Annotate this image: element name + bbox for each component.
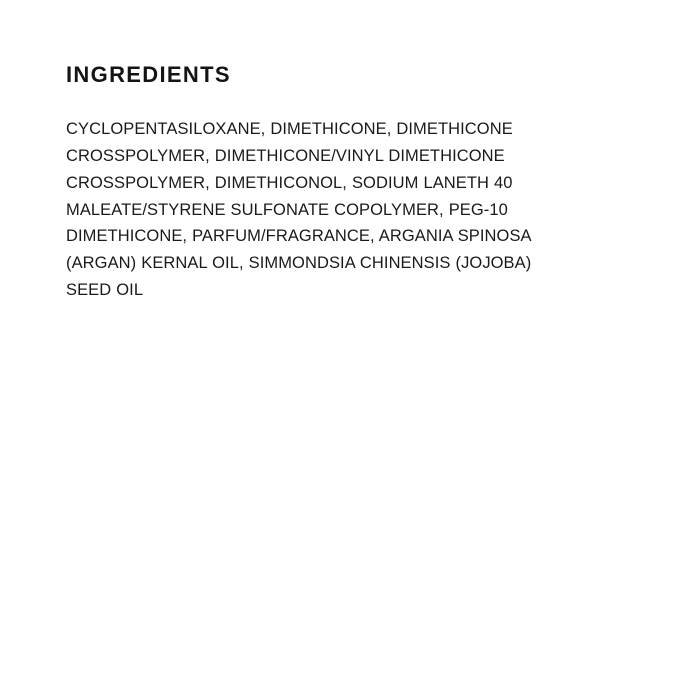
page-title: INGREDIENTS — [66, 62, 231, 87]
ingredients-list-text: CYCLOPENTASILOXANE, DIMETHICONE, DIMETHICONE CROSSPOLYMER, DIMETHICONE/VINYL DIMETHICONE CROSSPOLYMER, DIMETHICONOL, SODIUM LANETH 40 MALEATE/STYRENE SULFONATE COPOLYMER, PEG-10 DIMETHICONE, PARFUM/FRAGRANCE, ARGANIA SPINOSA (ARGAN) KERNAL OIL, SIMMONDSIA CHINENSIS (JOJOBA) SEED OIL — [66, 120, 532, 299]
